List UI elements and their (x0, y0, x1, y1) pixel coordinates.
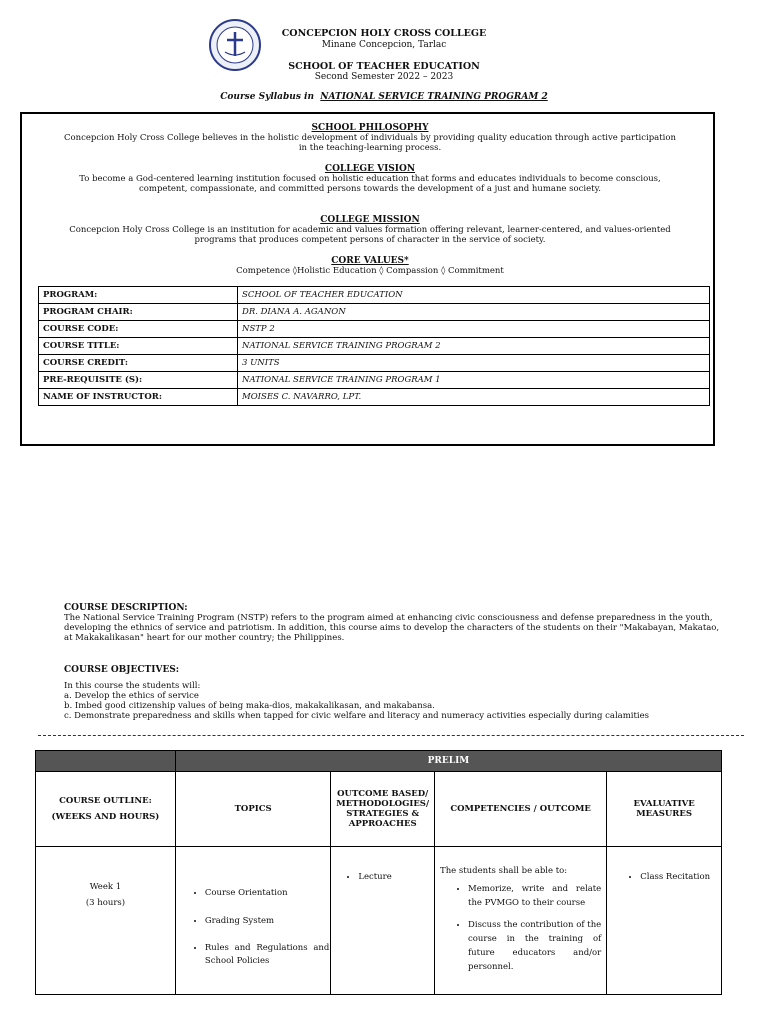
table-row (39, 389, 710, 406)
objectives-intro: In this course the students will: (64, 681, 201, 691)
school-name: SCHOOL OF TEACHER EDUCATION (288, 61, 480, 72)
philosophy-section (60, 123, 680, 153)
info-value: SCHOOL OF TEACHER EDUCATION (238, 287, 710, 304)
objective-item: c. Demonstrate preparedness and skills when tapped for civic welfare and literacy and numeracy activities especially during calamities (64, 711, 650, 721)
table-row (39, 321, 710, 338)
list-item: • Memorize, write and relate the PVMGO to their course (468, 882, 601, 910)
table-row (39, 287, 710, 304)
list-item: • Grading System (205, 914, 329, 928)
header-competencies: COMPETENCIES / OUTCOME (435, 772, 607, 847)
divider (38, 735, 744, 736)
table-row (36, 847, 722, 995)
outline-header-row (36, 772, 722, 847)
info-value: NATIONAL SERVICE TRAINING PROGRAM 1 (238, 372, 710, 389)
info-value: 3 UNITS (238, 355, 710, 372)
description-text: The National Service Training Program (NSTP) refers to the program aimed at enhancing civic consciousness and defense preparedness in the youth, developing the ethnics of service and patriotism. In addition, this course aims to develop the characters of the students on their "Makabayan, Makatao, at Makakalikasan" heart for our mother country; the Philippines. (64, 613, 720, 643)
term-bar (36, 751, 722, 772)
course-outline-table (35, 750, 722, 995)
core-values-title: CORE VALUES* (331, 256, 409, 266)
info-label: NAME OF INSTRUCTOR: (39, 389, 238, 406)
course-info-table (38, 286, 710, 406)
vision-text: To become a God-centered learning institution focused on holistic education that forms and educates individuals to become conscious, competent, compassionate, and committed persons towards the development of a just and humane society. (79, 174, 661, 194)
term-bar-blank (36, 751, 176, 772)
objective-item: b. Imbed good citizenship values of being maka-dios, makakalikasan, and makabansa. (64, 701, 435, 711)
info-label: PROGRAM CHAIR: (39, 304, 238, 321)
term-label: PRELIM (175, 751, 721, 772)
header-course-outline-label: COURSE OUTLINE: (59, 796, 152, 806)
objectives-title: COURSE OBJECTIVES: (64, 665, 180, 675)
vision-section (60, 164, 680, 194)
methods-cell (331, 847, 435, 995)
competency-intro: The students shall be able to: (440, 866, 568, 876)
objective-item: a. Develop the ethics of service (64, 691, 199, 701)
list-item: • Discuss the contribution of the course in the training of future educators and/or personnel. (468, 918, 601, 974)
info-label: COURSE CREDIT: (39, 355, 238, 372)
list-item: • Rules and Regulations and School Policies (205, 942, 329, 968)
week-cell (36, 847, 176, 995)
info-value: MOISES C. NAVARRO, LPT. (238, 389, 710, 406)
info-value: NATIONAL SERVICE TRAINING PROGRAM 2 (238, 338, 710, 355)
header-topics: TOPICS (175, 772, 330, 847)
mission-section (60, 215, 680, 245)
list-item: • Class Recitation (640, 870, 720, 884)
mission-text: Concepcion Holy Cross College is an institution for academic and values formation offering relevant, learner-centered, and values-oriented programs that produces competent persons of character in the service of society. (69, 225, 671, 245)
table-row (39, 338, 710, 355)
header-course-outline (36, 772, 176, 847)
list-item: • Lecture (358, 870, 433, 884)
philosophy-text: Concepcion Holy Cross College believes in the holistic development of individuals by providing quality education through active participation in the teaching-learning process. (64, 133, 676, 153)
info-value: DR. DIANA A. AGANON (238, 304, 710, 321)
week-label: Week 1 (89, 882, 122, 892)
header-obe: OUTCOME BASED/ METHODOLOGIES/ STRATEGIES & APPROACHES (331, 772, 435, 847)
info-label: COURSE CODE: (39, 321, 238, 338)
table-row (39, 355, 710, 372)
info-value: NSTP 2 (238, 321, 710, 338)
info-label: COURSE TITLE: (39, 338, 238, 355)
competencies-cell (435, 847, 607, 995)
header-evaluative: EVALUATIVE MEASURES (607, 772, 722, 847)
hours-label: (3 hours) (85, 898, 126, 908)
table-row (39, 372, 710, 389)
list-item: • Course Orientation (205, 886, 329, 900)
core-values-text: Competence ◊Holistic Education ◊ Compassion ◊ Commitment (236, 266, 504, 276)
semester: Second Semester 2022 – 2023 (314, 72, 454, 82)
core-values-section (60, 256, 680, 276)
info-label: PROGRAM: (39, 287, 238, 304)
header-course-outline-sub: (WEEKS AND HOURS) (51, 812, 160, 822)
college-address: Minane Concepcion, Tarlac (321, 40, 447, 50)
evaluation-cell (607, 847, 722, 995)
mission-title: COLLEGE MISSION (320, 215, 420, 225)
course-description (64, 603, 724, 643)
description-title: COURSE DESCRIPTION: (64, 603, 188, 613)
course-objectives (64, 665, 724, 721)
vision-title: COLLEGE VISION (324, 164, 416, 174)
info-label: PRE-REQUISITE (S): (39, 372, 238, 389)
topics-cell (175, 847, 330, 995)
philosophy-title: SCHOOL PHILOSOPHY (311, 123, 429, 133)
syllabus-title: Course Syllabus in NATIONAL SERVICE TRAINING PROGRAM 2 (220, 92, 548, 102)
table-row (39, 304, 710, 321)
college-name: CONCEPCION HOLY CROSS COLLEGE (281, 28, 487, 39)
